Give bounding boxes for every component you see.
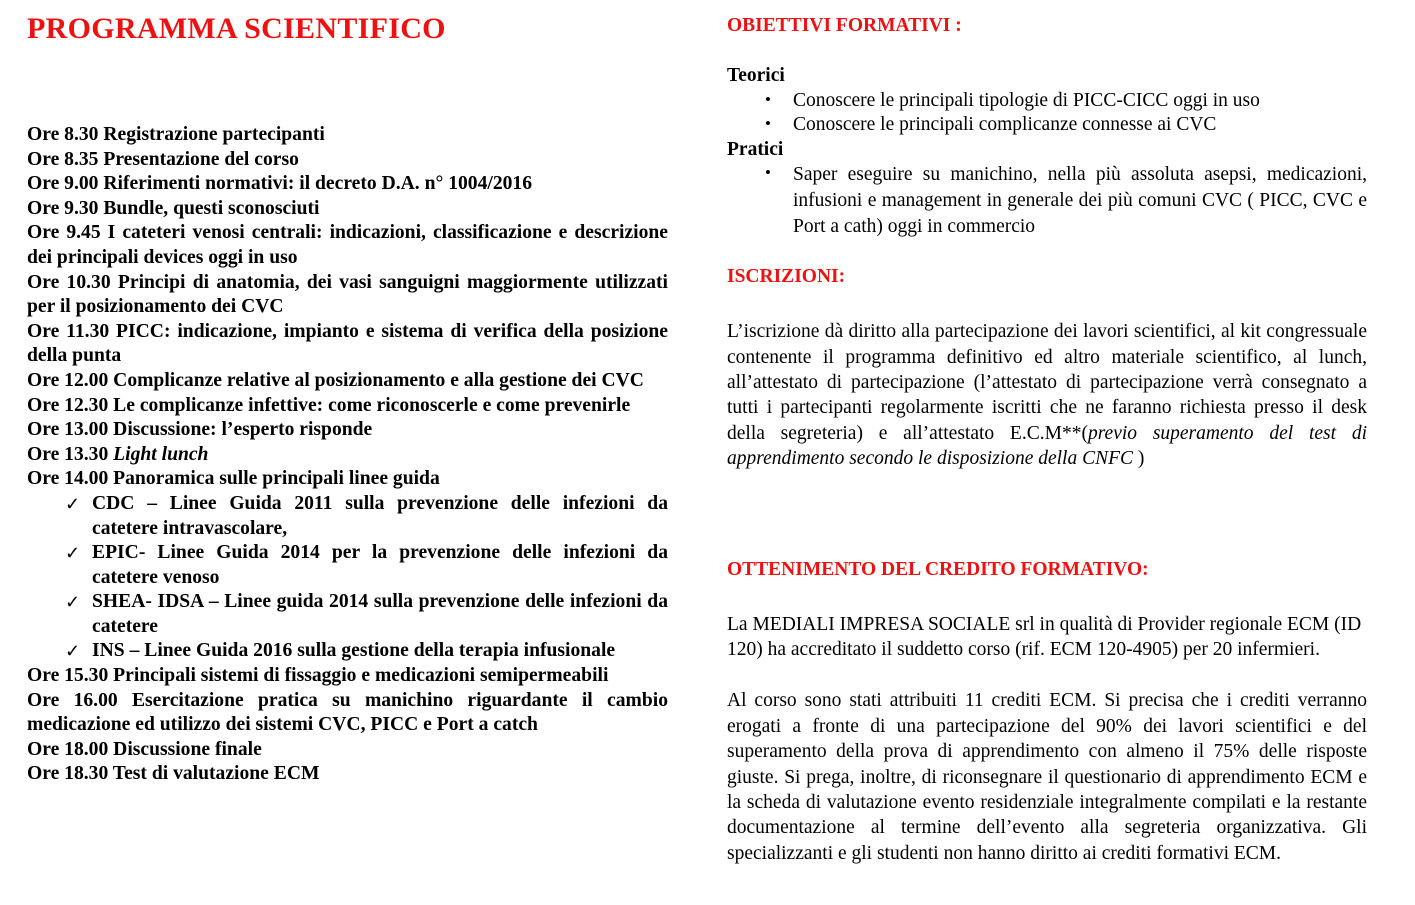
section-heading-iscrizioni: ISCRIZIONI: <box>727 266 846 288</box>
program-line: Ore 15.30 Principali sistemi di fissaggio e medicazioni semipermeabili <box>27 665 609 687</box>
list-item <box>27 541 668 590</box>
list-item <box>27 590 668 639</box>
subheading-pratici: Pratici <box>727 138 784 160</box>
registration-paragraph <box>727 319 1367 471</box>
list-item-label: INS – Linee Guida 2016 sulla gestione della terapia infusionale <box>92 640 616 662</box>
program-line: Ore 10.30 Principi di anatomia, dei vasi sanguigni maggiormente utilizzati per il posizionamento dei CVC <box>27 271 668 318</box>
program-line: Ore 18.00 Discussione finale <box>27 738 262 760</box>
lunch-time: Ore 13.30 <box>27 443 114 465</box>
bullet-icon: • <box>765 114 771 134</box>
registration-text-italic: previo superamento del test di apprendimento secondo le disposizione della CNFC <box>727 422 1367 470</box>
page-title: PROGRAMMA SCIENTIFICO <box>27 12 446 45</box>
program-schedule <box>27 123 668 787</box>
checkmark-icon: ✓ <box>65 543 81 564</box>
credit-paragraph-2: Al corso sono stati attribuiti 11 crediti ECM. Si precisa che i crediti verranno erogati a fronte di una partecipazione del 90% dei lavori scientifici e del superamento della prova di apprendimento con almeno il 75% delle risposte giuste. Si prega, inoltre, di riconsegnare il questionario di apprendimento ECM e la scheda di valutazione evento residenziale integralmente compilati e la restante documentazione al termine dell’evento alla segreteria organizzativa. Gli specializzanti e gli studenti non hanno diritto ai crediti formativi ECM. <box>727 690 1367 864</box>
list-item-label: Conoscere le principali complicanze connesse ai CVC <box>793 114 1217 136</box>
program-line: Ore 16.00 Esercitazione pratica su manichino riguardante il cambio medicazione ed utilizzo dei sistemi CVC, PICC e Port a catch <box>27 689 668 736</box>
credit-paragraph-1: La MEDIALI IMPRESA SOCIALE srl in qualità di Provider regionale ECM (ID 120) ha accreditato il suddetto corso (rif. ECM 120-4905) per 20 infermieri. <box>727 613 1362 660</box>
guidelines-list <box>27 492 668 664</box>
list-item <box>27 492 668 541</box>
registration-text-roman: L’iscrizione dà diritto alla partecipazione dei lavori scientifici, al kit congressuale contenente il programma definitivo ed altro materiale scientifico, al lunch, all’attestato di partecipazione (l’attestato di partecipazione verrà consegnato a tutti i partecipanti regolarmente iscritti che ne faranno richiesta presso il desk della segreteria) e all’attestato E.C.M**( <box>727 321 1367 444</box>
list-item <box>27 639 668 664</box>
list-item-label: EPIC- Linee Guida 2014 per la prevenzione delle infezioni da catetere venoso <box>92 542 668 588</box>
right-column <box>727 0 1367 866</box>
program-line: Ore 12.30 Le complicanze infettive: come riconoscerle e come prevenirle <box>27 394 631 416</box>
subheading-teorici: Teorici <box>727 65 785 86</box>
program-line: Ore 18.30 Test di valutazione ECM <box>27 763 320 785</box>
left-column <box>27 0 668 787</box>
list-item-label: CDC – Linee Guida 2011 sulla prevenzione delle infezioni da catetere intravascolare, <box>92 492 668 539</box>
program-line: Ore 11.30 PICC: indicazione, impianto e sistema di verifica della posizione della punta <box>27 320 668 367</box>
list-item <box>727 89 1367 114</box>
bullet-icon: • <box>765 89 771 109</box>
list-item <box>727 113 1367 138</box>
program-line: Ore 9.30 Bundle, questi sconosciuti <box>27 197 320 219</box>
list-item-label: Saper eseguire su manichino, nella più assoluta asepsi, medicazioni, infusioni e management in generale dei più comuni CVC ( PICC, CVC e Port a cath) oggi in commercio <box>793 164 1367 237</box>
checkmark-icon: ✓ <box>65 641 81 662</box>
list-item <box>727 162 1367 239</box>
program-line: Ore 12.00 Complicanze relative al posizionamento e alla gestione dei CVC <box>27 369 644 391</box>
list-item-label: Conoscere le principali tipologie di PICC-CICC oggi in uso <box>793 89 1260 111</box>
lunch-label: Light lunch <box>113 443 209 465</box>
checkmark-icon: ✓ <box>65 493 81 514</box>
checkmark-icon: ✓ <box>65 592 81 613</box>
program-line-lunch <box>27 443 668 468</box>
theory-objectives-list <box>727 89 1367 138</box>
program-line: Ore 9.00 Riferimenti normativi: il decreto D.A. n° 1004/2016 <box>27 173 533 195</box>
practice-objectives-list <box>727 162 1367 239</box>
program-line: Ore 8.30 Registrazione partecipanti <box>27 124 325 145</box>
section-heading-obiettivi: OBIETTIVI FORMATIVI : <box>727 15 962 36</box>
program-line: Ore 9.45 I cateteri venosi centrali: indicazioni, classificazione e descrizione dei principali devices oggi in uso <box>27 222 668 268</box>
program-line-guidelines-intro: Ore 14.00 Panoramica sulle principali linee guida <box>27 468 440 490</box>
list-item-label: SHEA- IDSA – Linee guida 2014 sulla prevenzione delle infezioni da catetere <box>92 591 668 637</box>
program-line: Ore 13.00 Discussione: l’esperto risponde <box>27 419 373 441</box>
section-heading-credito: OTTENIMENTO DEL CREDITO FORMATIVO: <box>727 558 1149 580</box>
registration-text-tail: ) <box>1137 448 1145 470</box>
bullet-icon: • <box>765 163 771 183</box>
program-line: Ore 8.35 Presentazione del corso <box>27 148 299 170</box>
